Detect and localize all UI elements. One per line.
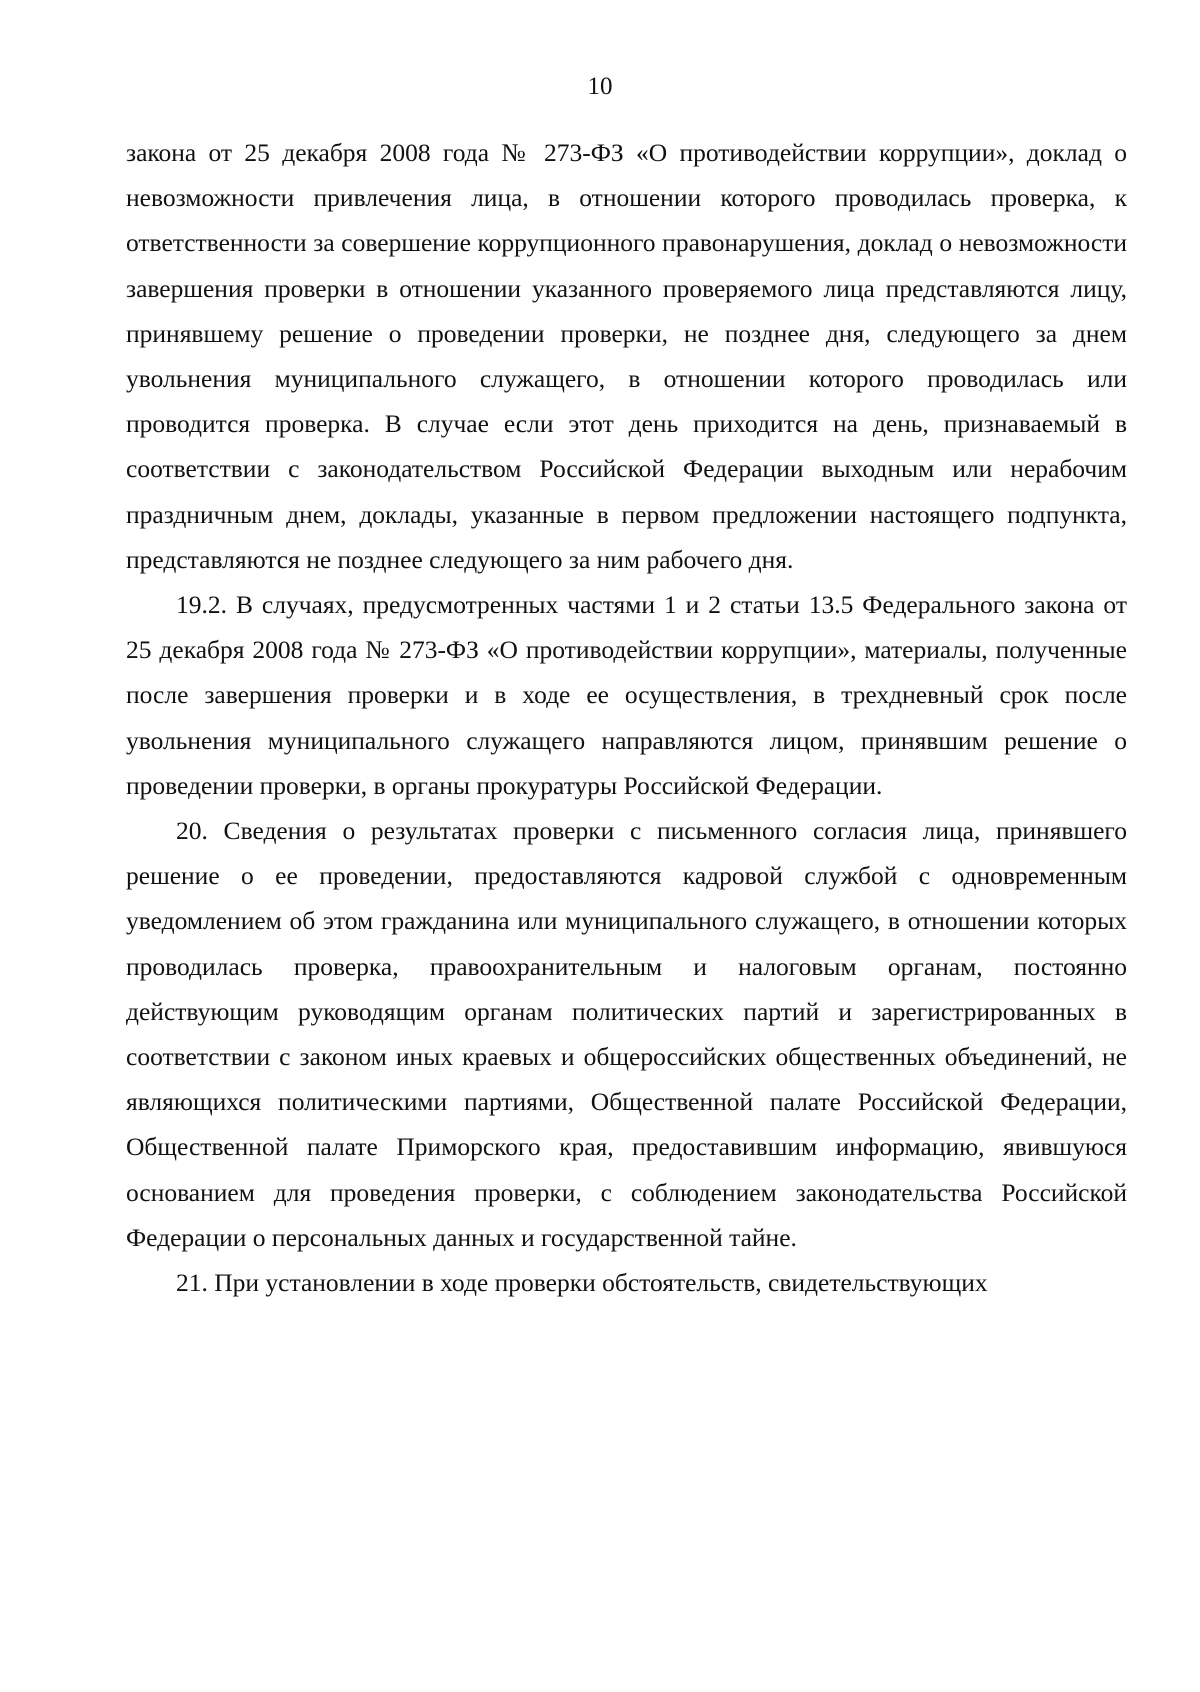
document-body: [126, 130, 1127, 1305]
paragraph-continuation: закона от 25 декабря 2008 года № 273-ФЗ «О противодействии коррупции», доклад о невозможности привлечения лица, в отношении которого проводилась проверка, к ответственности за совершение коррупционного правонарушения, доклад о невозможности завершения проверки в отношении указанного проверяемого лица представляются лицу, принявшему решение о проведении проверки, не позднее дня, следующего за днем увольнения муниципального служащего, в отношении которого проводилась или проводится проверка. В случае если этот день приходится на день, признаваемый в соответствии с законодательством Российской Федерации выходным или нерабочим праздничным днем, доклады, указанные в первом предложении настоящего подпункта, представляются не позднее следующего за ним рабочего дня.: [126, 138, 1127, 574]
paragraph-21: 21. При установлении в ходе проверки обстоятельств, свидетельствующих: [176, 1268, 988, 1298]
page-number: 10: [587, 73, 613, 100]
paragraph-20: 20. Сведения о результатах проверки с письменного согласия лица, принявшего решение о ее проведении, предоставляются кадровой службой с одновременным уведомлением об этом гражданина или муниципального служащего, в отношении которых проводилась проверка, правоохранительным и налоговым органам, постоянно действующим руководящим органам политических партий и зарегистрированных в соответствии с законом иных краевых и общероссийских общественных объединений, не являющихся политическими партиями, Общественной палате Российской Федерации, Общественной палате Приморского края, предоставившим информацию, явившуюся основанием для проведения проверки, с соблюдением законодательства Российской Федерации о персональных данных и государственной тайне.: [126, 816, 1127, 1252]
paragraph-19-2: 19.2. В случаях, предусмотренных частями 1 и 2 статьи 13.5 Федерального закона от 25 декабря 2008 года № 273-ФЗ «О противодействии коррупции», материалы, полученные после завершения проверки и в ходе ее осуществления, в трехдневный срок после увольнения муниципального служащего направляются лицом, принявшим решение о проведении проверки, в органы прокуратуры Российской Федерации.: [126, 590, 1127, 800]
